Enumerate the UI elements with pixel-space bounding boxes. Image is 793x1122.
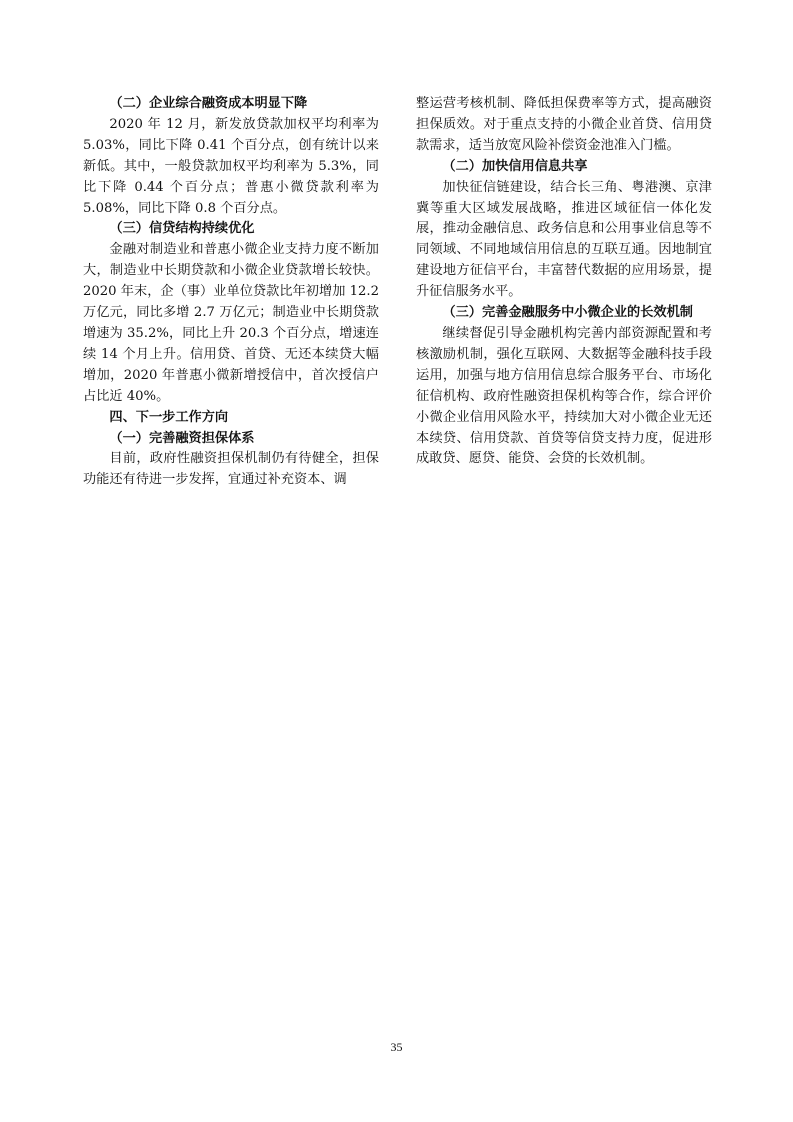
page-number: 35 — [390, 1040, 403, 1054]
paragraph-guarantee-continued: 整运营考核机制、降低担保费率等方式，提高融资担保质效。对于重点支持的小微企业首贷、信用贷款需求，适当放宽风险补偿资金池准入门槛。 — [416, 96, 712, 153]
section-heading-guarantee-system: （一）完善融资担保体系 — [109, 430, 255, 446]
paragraph-guarantee-system: 目前，政府性融资担保机制仍有待健全，担保功能还有待进一步发挥，宜通过补充资本、调 — [83, 451, 379, 488]
paragraph-long-term-mechanism: 继续督促引导金融机构完善内部资源配置和考核激励机制，强化互联网、大数据等金融科技手段运用，加强与地方信用信息综合服务平台、市场化征信机构、政府性融资担保机构等合作，综合评价小微企业信用风险水平，持续加大对小微企业无还本续贷、信用贷款、首贷等信贷支持力度，促进形成敢贷、愿贷、能贷、会贷的长效机制。 — [416, 325, 712, 467]
chapter-heading-next-steps: 四、下一步工作方向 — [109, 409, 229, 425]
section-heading-credit-structure: （三）信贷结构持续优化 — [109, 221, 255, 237]
left-column — [83, 94, 379, 491]
paragraph-credit-info-sharing: 加快征信链建设，结合长三角、粤港澳、京津冀等重大区域发展战略，推进区域征信一体化发展，推动金融信息、政务信息和公用事业信息等不同领域、不同地域信用信息的互联互通。因地制宜建设地方征信平台，丰富替代数据的应用场景，提升征信服务水平。 — [416, 179, 712, 300]
paragraph-credit-structure: 金融对制造业和普惠小微企业支持力度不断加大，制造业中长期贷款和小微企业贷款增长较快。2020 年末，企（事）业单位贷款比年初增加 12.2 万亿元，同比多增 2.7 万亿元；制造业中长期贷款增速为 35.2%，同比上升 20.3 个百分点，增速连续 14 个月上升。信用贷、首贷、无还本续贷大幅增加，2020 年普惠小微新增授信中，首次授信户占比近 40%。 — [83, 242, 379, 404]
section-heading-long-term-mechanism: （三）完善金融服务中小微企业的长效机制 — [442, 305, 693, 321]
right-column — [416, 94, 712, 470]
section-heading-credit-info-sharing: （二）加快信用信息共享 — [442, 158, 588, 174]
paragraph-financing-cost: 2020 年 12 月，新发放贷款加权平均利率为 5.03%，同比下降 0.41 个百分点，创有统计以来新低。其中，一般贷款加权平均利率为 5.3%，同比下降 0.44 个百分点；普惠小微贷款利率为 5.08%，同比下降 0.8 个百分点。 — [83, 116, 379, 216]
section-heading-financing-cost: （二）企业综合融资成本明显下降 — [109, 96, 308, 111]
